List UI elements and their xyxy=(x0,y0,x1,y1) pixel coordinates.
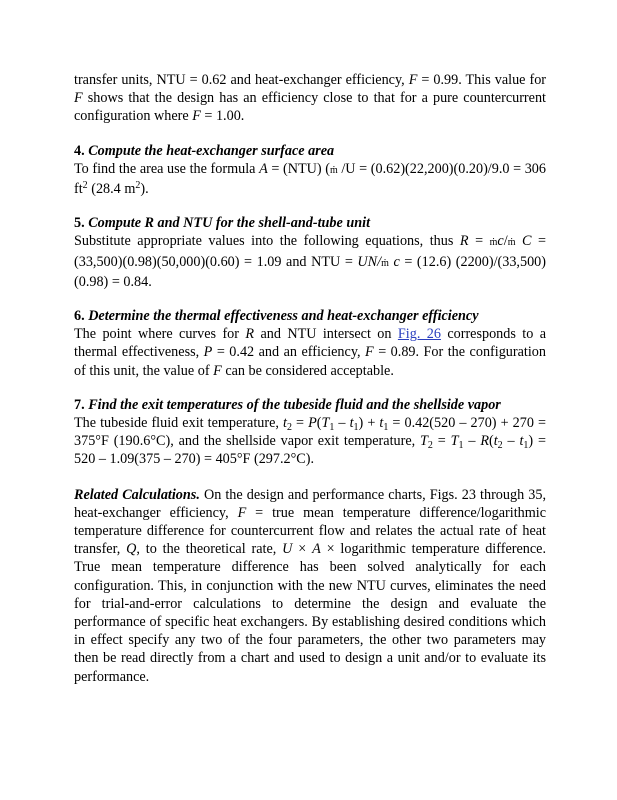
step-4-heading: 4. Compute the heat-exchanger surface area xyxy=(74,142,335,159)
related-calculations-paragraph: Related Calculations. On the design and performance charts, Figs. 23 through 35, heat-exchanger efficiency, F = true mean temperature difference/logarithmic temperature difference for countercurrent flow and relates the actual rate of heat transfer, Q, to the theoretical rate, U × A × logarithmic temperature difference. True mean temperature difference has been solved analytically for each configuration. This, in conjunction with the new NTU curves, eliminates the need for trial-and-error calculations to determine the design and evaluate the performance of specific heat exchangers. By establishing desired conditions which in effect specify any two of the four parameters, the other two parameters may then be read directly from a chart and used to design a unit and/or to evaluate its performance. xyxy=(74,486,546,685)
related-calculations-label: Related Calculations. xyxy=(74,486,200,503)
figure-26-link[interactable]: Fig. 26 xyxy=(397,326,441,343)
step-4-body: To find the area use the formula A = (NTU) (ṁ /U = (0.62)(22,200)(0.20)/9.0 = 306 $ft^2$ (28.4 $m^2$). xyxy=(74,160,546,198)
step-7-body: The tubeside fluid exit temperature, $t_2 = P(T_1 - t_1) + t_1 = 0.42(520 - 270) + 270 = 375^\circ F$ (190.6°C), and the shellside vapor exit temperature, $T_2 = T_1 - R(t_2 - t_1) = 520 - 1.09(375 - 270) = 405^\circ F$ (297.2°C). xyxy=(74,415,547,468)
intro-paragraph: transfer units, NTU = 0.62 and heat-exchanger efficiency, F = 0.99. This value for F shows that the design has an efficiency close to that for a pure countercurrent configuration where F = 1.00. xyxy=(74,72,547,125)
step-6-body: The point where curves for R and NTU intersect on Fig. 26 corresponds to a thermal effectiveness, P = 0.42 and an efficiency, F = 0.89. For the configuration of this unit, the value of F can be considered acceptable. xyxy=(74,326,547,379)
document-page xyxy=(74,71,546,686)
step-5-heading: 5. Compute R and NTU for the shell-and-tube unit xyxy=(74,215,371,232)
step-5-body: Substitute appropriate values into the following equations, thus R = ṁc/ṁ C = (33,500)(0.98)(50,000)(0.60) = 1.09 and NTU = UN/ṁ c = (12.6) (2200)/(33,500)(0.98) = 0.84. xyxy=(74,233,546,290)
step-6-heading: 6. Determine the thermal effectiveness and heat-exchanger efficiency xyxy=(74,308,479,325)
step-7-heading: 7. Find the exit temperatures of the tubeside fluid and the shellside vapor xyxy=(74,396,501,413)
